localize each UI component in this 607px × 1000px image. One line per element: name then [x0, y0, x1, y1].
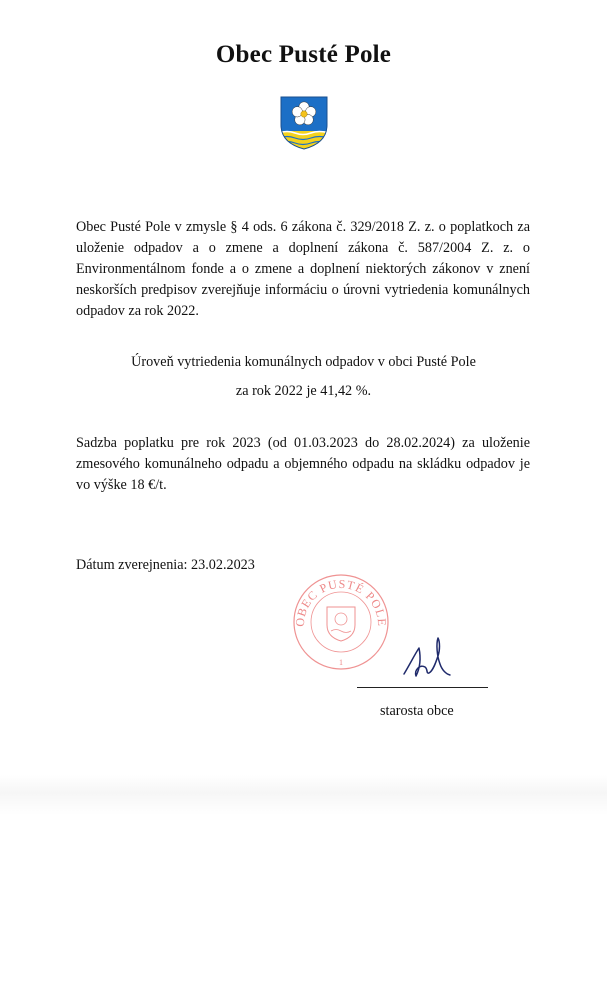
svg-text:OBEC PUSTÉ POLE [293, 577, 389, 627]
handwritten-signature [398, 634, 460, 682]
signature-line [357, 687, 488, 688]
document-title: Obec Pusté Pole [215, 41, 392, 68]
stamp-number: 1 [339, 658, 343, 667]
sorting-level-line2: za rok 2022 je 41,42 %. [235, 383, 372, 399]
intro-paragraph: Obec Pusté Pole v zmysle § 4 ods. 6 zákona č. 329/2018 Z. z. o poplatkoch za uloženie odpadov a o zmene a doplnení zákona č. 587/2004 Z. z. o Environmentálnom fonde a o zmene a doplnení niektorých zákonov v znení neskorších predpisov zverejňuje informáciu o úrovni vytriedenia komunálnych odpadov za rok 2022. [76, 219, 530, 319]
mayor-label: starosta obce [380, 703, 454, 719]
fee-paragraph: Sadzba poplatku pre rok 2023 (od 01.03.2023 do 28.02.2024) za uloženie zmesového komunálneho odpadu a objemného odpadu na skládku odpadov je vo výške 18 €/t. [76, 435, 530, 493]
sorting-level-line1: Úroveň vytriedenia komunálnych odpadov v obci Pusté Pole [131, 354, 476, 370]
official-stamp [291, 567, 391, 673]
scan-shadow [0, 775, 607, 815]
stamp-text: OBEC PUSTÉ POLE [292, 576, 390, 628]
publication-date: Dátum zverejnenia: 23.02.2023 [76, 557, 255, 573]
municipal-coat-of-arms-icon [279, 95, 329, 151]
